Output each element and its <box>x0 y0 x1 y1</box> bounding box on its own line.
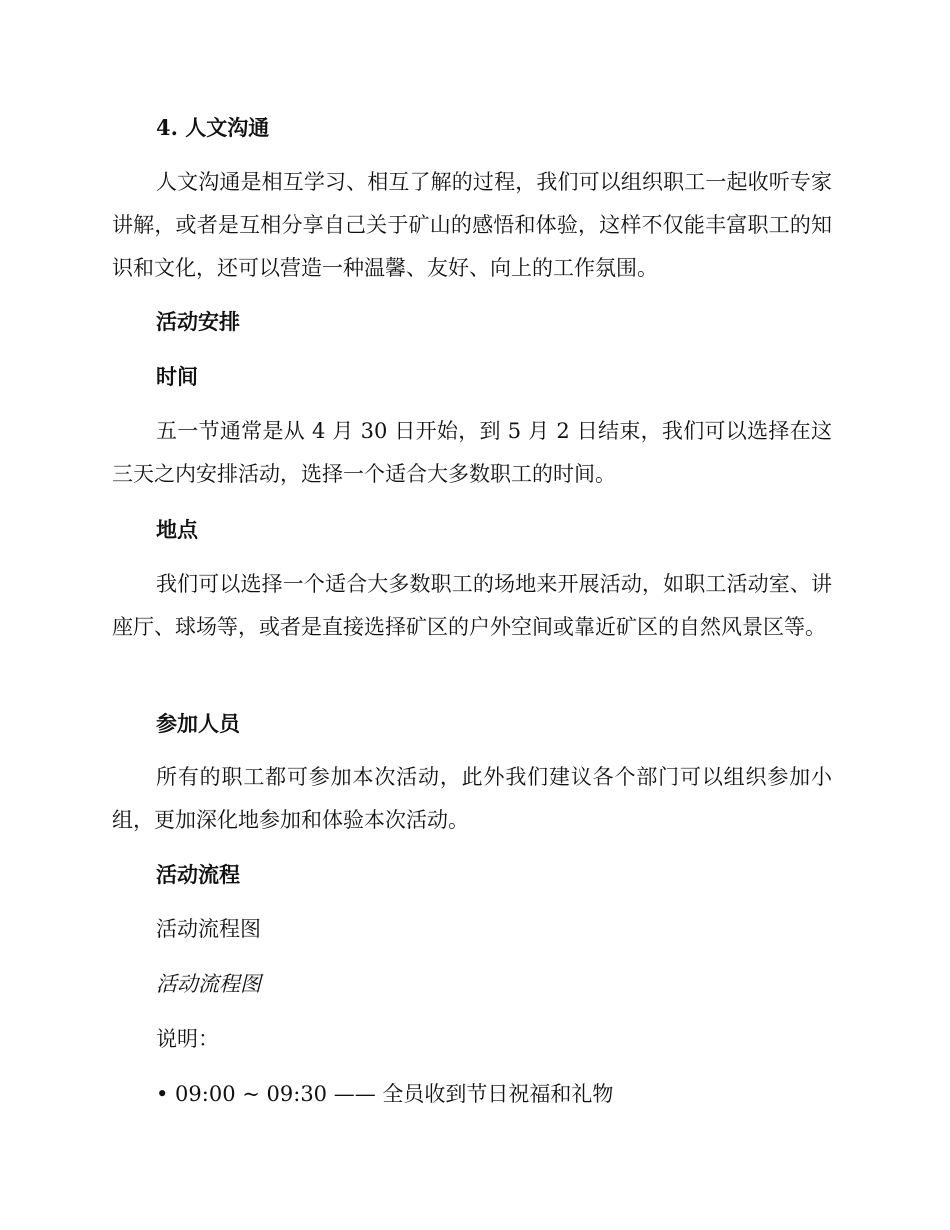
section-title-humanistic: 4. 人文沟通 <box>156 115 270 140</box>
section-title-place: 地点 <box>156 517 198 542</box>
paragraph-humanistic: 人文沟通是相互学习、相互了解的过程，我们可以组织职工一起收听专家讲解，或者是互相分享自己关于矿山的感悟和体验，这样不仅能丰富职工的知识和文化，还可以营造一种温馨、友好、向上的工作氛围。 <box>112 170 832 280</box>
paragraph-place: 我们可以选择一个适合大多数职工的场地来开展活动，如职工活动室、讲座厅、球场等，或者是直接选择矿区的户外空间或靠近矿区的自然风景区等。 <box>112 572 832 639</box>
note-label: 说明： <box>156 1027 219 1051</box>
section-title-flow: 活动流程 <box>156 862 240 887</box>
schedule-item: • 09:00 ~ 09:30 —— 全员收到节日祝福和礼物 <box>156 1082 614 1106</box>
section-title-arrangement: 活动安排 <box>156 309 240 334</box>
paragraph-participants: 所有的职工都可参加本次活动，此外我们建议各个部门可以组织参加小组，更加深化地参加和体验本次活动。 <box>112 765 832 832</box>
flow-figure-label: 活动流程图 <box>156 917 261 941</box>
paragraph-time: 五一节通常是从 4 月 30 日开始，到 5 月 2 日结束，我们可以选择在这三天之内安排活动，选择一个适合大多数职工的时间。 <box>112 419 832 486</box>
section-title-time: 时间 <box>156 364 198 389</box>
section-title-participants: 参加人员 <box>156 711 240 736</box>
flow-figure-caption: 活动流程图 <box>156 972 261 996</box>
